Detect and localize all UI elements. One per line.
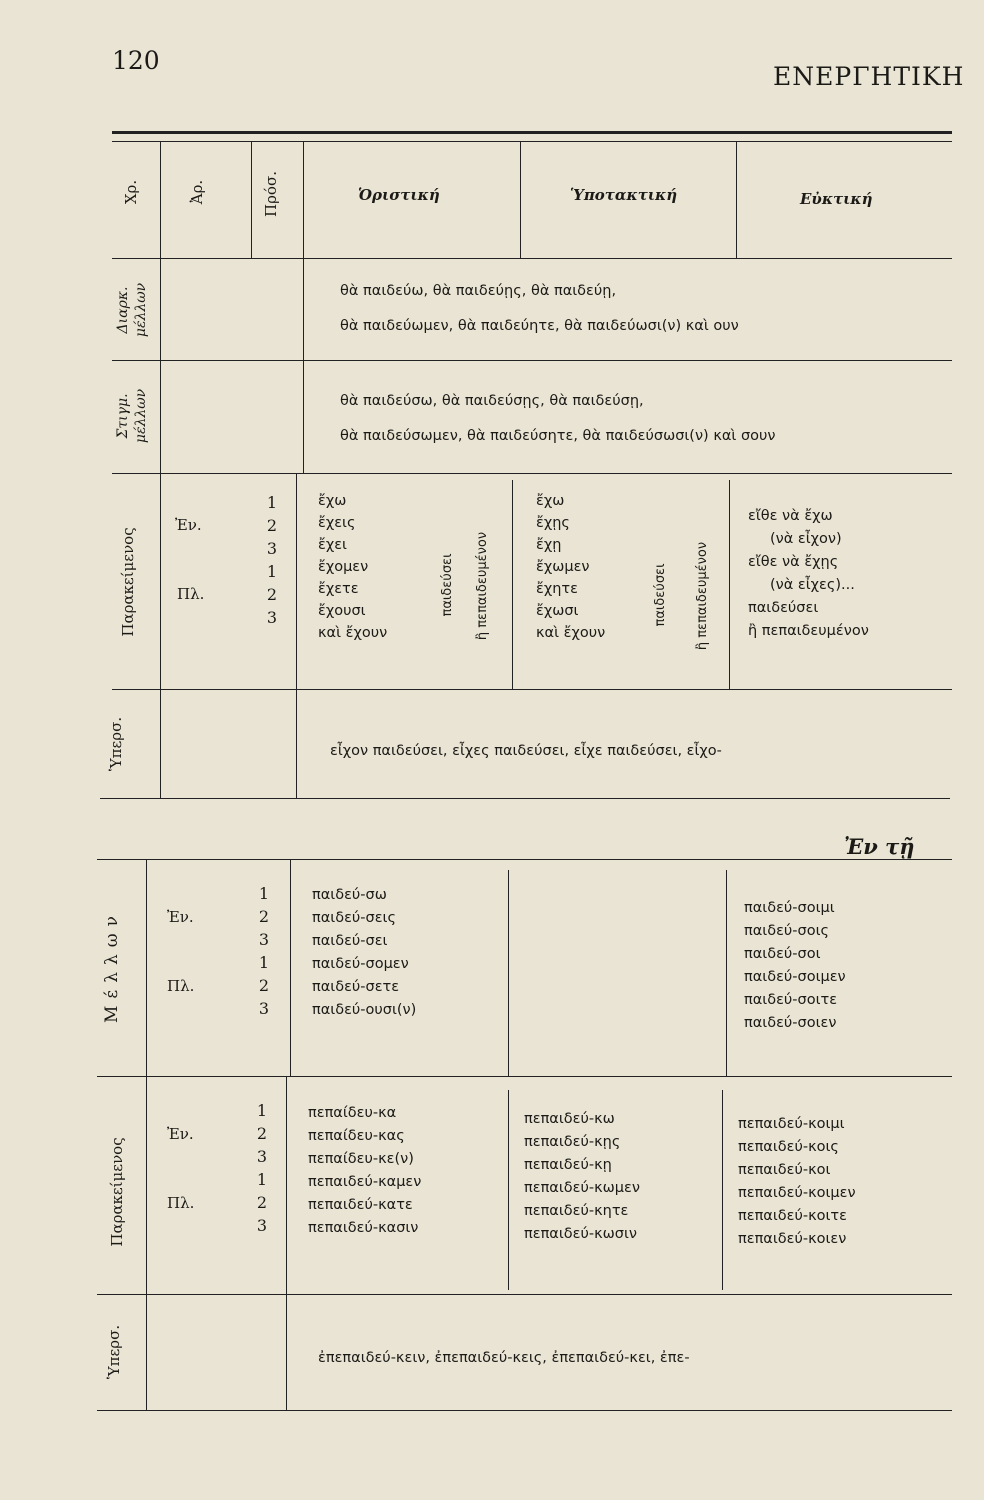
- table1-col-rule-1: [160, 141, 161, 798]
- perfect-indicative-forms: [318, 490, 387, 644]
- person-number: 2: [266, 585, 278, 604]
- header-number: Ἀρ.: [188, 179, 206, 205]
- perfect-subjunctive-participle-2: ἢ πεπαιδευμένον: [695, 541, 710, 651]
- person-number: 1: [258, 884, 270, 903]
- verb-form: ἔχωμεν: [536, 559, 590, 575]
- verb-form: παιδεύ-σω: [312, 887, 387, 903]
- verb-form: πεπαίδευ-κε(ν): [308, 1151, 414, 1167]
- person-number: 1: [266, 562, 278, 581]
- punctual-future-line1: θὰ παιδεύσω, θὰ παιδεύσῃς, θὰ παιδεύσῃ,: [340, 393, 644, 409]
- perfect-subjunctive-participle-1: παιδεύσει: [653, 563, 668, 627]
- row-label-pluperfect-2: Ὑπερσ.: [105, 1324, 123, 1380]
- durative-label-line1: Διαρκ.: [115, 286, 131, 334]
- verb-form: παιδεύ-σοιτε: [744, 992, 838, 1008]
- verb-form: ἔχουσι: [318, 603, 366, 619]
- verb-form: ἔχω: [318, 493, 347, 509]
- future-optative-forms: [744, 897, 846, 1035]
- person-number: 1: [256, 1170, 268, 1189]
- verb-form: καὶ ἔχουν: [536, 625, 606, 641]
- perfect2-indicative-forms: [308, 1102, 421, 1240]
- verb-form: ἔχητε: [536, 581, 578, 597]
- verb-form: παιδεύ-σοι: [744, 946, 821, 962]
- verb-form: παιδεύ-σοιεν: [744, 1015, 837, 1031]
- row-label-future: Μέλλων: [102, 909, 122, 1023]
- verb-form: πεπαιδεύ-κωσιν: [524, 1226, 637, 1242]
- table1-col-rule-4: [520, 141, 521, 258]
- person-number: 1: [258, 953, 270, 972]
- punctual-label-line2: μέλλων: [133, 388, 149, 444]
- table2-col-rule-1: [146, 859, 147, 1410]
- table1-bottom-rule: [100, 798, 950, 799]
- header-person: Πρόσ.: [262, 171, 280, 217]
- future-indicative-forms: [312, 884, 416, 1022]
- verb-form: εἴθε νὰ ἔχω: [748, 508, 833, 524]
- verb-form: παιδεύ-σοιμι: [744, 900, 835, 916]
- verb-form: παιδεύ-σετε: [312, 979, 400, 995]
- verb-form: παιδεύ-σοιμεν: [744, 969, 846, 985]
- verb-form: ἢ πεπαιδευμένον: [748, 623, 869, 639]
- perfect-subjunctive-forms: [536, 490, 605, 644]
- table2-row-rule-2: [97, 1294, 952, 1295]
- page-number: 120: [112, 46, 160, 75]
- punctual-future-line2: θὰ παιδεύσωμεν, θὰ παιδεύσητε, θὰ παιδεύσωσι(ν) καὶ σουν: [340, 428, 776, 444]
- verb-form: πεπαιδεύ-κωμεν: [524, 1180, 640, 1196]
- verb-form: πεπαιδεύ-κητε: [524, 1203, 629, 1219]
- verb-form: ἔχει: [318, 537, 347, 553]
- table1-col-rule-3: [303, 141, 304, 258]
- verb-form: παιδεύ-σεις: [312, 910, 396, 926]
- person-number: 1: [256, 1101, 268, 1120]
- table2-row-rule-1: [97, 1076, 952, 1077]
- verb-form: εἴθε νὰ ἔχῃς: [748, 554, 839, 570]
- verb-form: πεπαίδευ-κα: [308, 1105, 397, 1121]
- verb-form: πεπαιδεύ-κοι: [738, 1162, 831, 1178]
- verb-form: ἔχωσι: [536, 603, 579, 619]
- person-number: 2: [256, 1124, 268, 1143]
- table1-header-rule: [112, 141, 952, 142]
- verb-form: πεπαιδεύ-κοις: [738, 1139, 839, 1155]
- table2-col-rule-7: [722, 1090, 723, 1290]
- verb-form: ἔχῃ: [536, 537, 562, 553]
- punctual-label-line1: Στιγμ.: [115, 393, 131, 439]
- future-number-plural: Πλ.: [167, 977, 195, 995]
- durative-future-line2: θὰ παιδεύωμεν, θὰ παιδεύητε, θὰ παιδεύωσι(ν) καὶ ουν: [340, 318, 739, 334]
- table2-col-rule-2: [290, 859, 291, 1076]
- person-number: 3: [256, 1216, 268, 1235]
- table2-bottom-rule: [97, 1410, 952, 1411]
- pluperfect2-text: ἐπεπαιδεύ-κειν, ἐπεπαιδεύ-κεις, ἐπεπαιδεύ-κει, ἐπε-: [318, 1350, 690, 1366]
- table1-col-rule-5: [736, 141, 737, 258]
- person-number: 2: [256, 1193, 268, 1212]
- verb-form: (νὰ εἶχες)...: [770, 577, 855, 593]
- person-number: 3: [256, 1147, 268, 1166]
- verb-form: (νὰ εἶχον): [770, 531, 842, 547]
- perfect2-person-column: [251, 1099, 273, 1237]
- perfect2-number-singular: Ἐν.: [167, 1125, 194, 1143]
- table2-top-rule: [97, 859, 952, 860]
- table2-col-rule-4: [726, 870, 727, 1076]
- table2-col-rule-5: [286, 1076, 287, 1410]
- perfect2-optative-forms: [738, 1113, 856, 1251]
- person-number: 3: [266, 539, 278, 558]
- verb-form: πεπαιδεύ-κῃς: [524, 1134, 621, 1150]
- table1-col-rule-9: [512, 480, 513, 689]
- verb-form: παιδεύσει: [748, 600, 819, 616]
- person-number: 1: [266, 493, 278, 512]
- verb-form: ἔχῃς: [536, 515, 570, 531]
- running-head: ΕΝΕΡΓΗΤΙΚΗ: [773, 62, 965, 91]
- perfect-optative-forms: [748, 505, 869, 643]
- durative-future-line1: θὰ παιδεύω, θὰ παιδεύῃς, θὰ παιδεύῃ,: [340, 283, 617, 299]
- perfect-person-column: [261, 491, 283, 629]
- header-tense: Χρ.: [122, 179, 140, 205]
- verb-form: πεπαιδεύ-κασιν: [308, 1220, 419, 1236]
- perfect2-subjunctive-forms: [524, 1108, 640, 1246]
- verb-form: παιδεύ-σοις: [744, 923, 830, 939]
- verb-form: πεπαιδεύ-κοιμεν: [738, 1185, 856, 1201]
- row-label-pluperfect: Ὑπερσ.: [107, 716, 125, 772]
- verb-form: παιδεύ-σει: [312, 933, 388, 949]
- table1-col-rule-7: [303, 360, 304, 473]
- pluperfect-text: εἶχον παιδεύσει, εἶχες παιδεύσει, εἶχε παιδεύσει, εἶχο-: [330, 743, 722, 759]
- verb-form: ἔχεις: [318, 515, 356, 531]
- verb-form: ἔχετε: [318, 581, 359, 597]
- person-number: 3: [258, 999, 270, 1018]
- row-label-punctual-future: [114, 366, 154, 466]
- verb-form: πεπαιδεύ-κῃ: [524, 1157, 612, 1173]
- verb-form: παιδεύ-ουσι(ν): [312, 1002, 417, 1018]
- perfect-number-singular: Ἐν.: [175, 516, 202, 534]
- verb-form: πεπαιδεύ-κω: [524, 1111, 615, 1127]
- verb-form: πεπαιδεύ-κατε: [308, 1197, 413, 1213]
- person-number: 2: [258, 907, 270, 926]
- future-number-singular: Ἐν.: [167, 908, 194, 926]
- row-label-durative-future: [114, 260, 154, 360]
- perfect-indicative-participle-1: παιδεύσει: [440, 553, 455, 617]
- header-subjunctive: Ὑποτακτική: [570, 186, 678, 204]
- perfect-indicative-participle-2: ἢ πεπαιδευμένον: [475, 531, 490, 641]
- table2-col-rule-6: [508, 1090, 509, 1290]
- future-person-column: [253, 882, 275, 1020]
- verb-form: πεπαιδεύ-κοιμι: [738, 1116, 845, 1132]
- verb-form: ἔχω: [536, 493, 565, 509]
- person-number: 2: [266, 516, 278, 535]
- table1-row-rule-2: [112, 360, 952, 361]
- table1-top-rule: [112, 131, 952, 134]
- verb-form: παιδεύ-σομεν: [312, 956, 409, 972]
- perfect-number-plural: Πλ.: [177, 585, 205, 603]
- table1-col-rule-8: [296, 473, 297, 798]
- verb-form: πεπαιδεύ-κοιεν: [738, 1231, 847, 1247]
- table1-col-rule-6: [303, 258, 304, 360]
- table1-row-rule-3: [112, 473, 952, 474]
- table1-row-rule-4: [112, 689, 952, 690]
- section-heading: Ἐν τῇ: [844, 834, 915, 859]
- header-optative: Εὐκτική: [800, 190, 873, 208]
- table1-col-rule-2: [251, 141, 252, 258]
- verb-form: καὶ ἔχουν: [318, 625, 388, 641]
- verb-form: πεπαίδευ-κας: [308, 1128, 405, 1144]
- table1-row-rule-1: [112, 258, 952, 259]
- verb-form: πεπαιδεύ-κοιτε: [738, 1208, 847, 1224]
- person-number: 3: [266, 608, 278, 627]
- person-number: 3: [258, 930, 270, 949]
- header-indicative: Ὁριστική: [358, 186, 440, 204]
- row-label-perfect: Παρακείμενος: [119, 527, 137, 637]
- person-number: 2: [258, 976, 270, 995]
- durative-label-line2: μέλλων: [133, 282, 149, 338]
- perfect2-number-plural: Πλ.: [167, 1194, 195, 1212]
- verb-form: ἔχομεν: [318, 559, 369, 575]
- table2-col-rule-3: [508, 870, 509, 1076]
- table1-col-rule-10: [729, 480, 730, 689]
- row-label-perfect-2: Παρακείμενος: [108, 1137, 126, 1247]
- verb-form: πεπαιδεύ-καμεν: [308, 1174, 422, 1190]
